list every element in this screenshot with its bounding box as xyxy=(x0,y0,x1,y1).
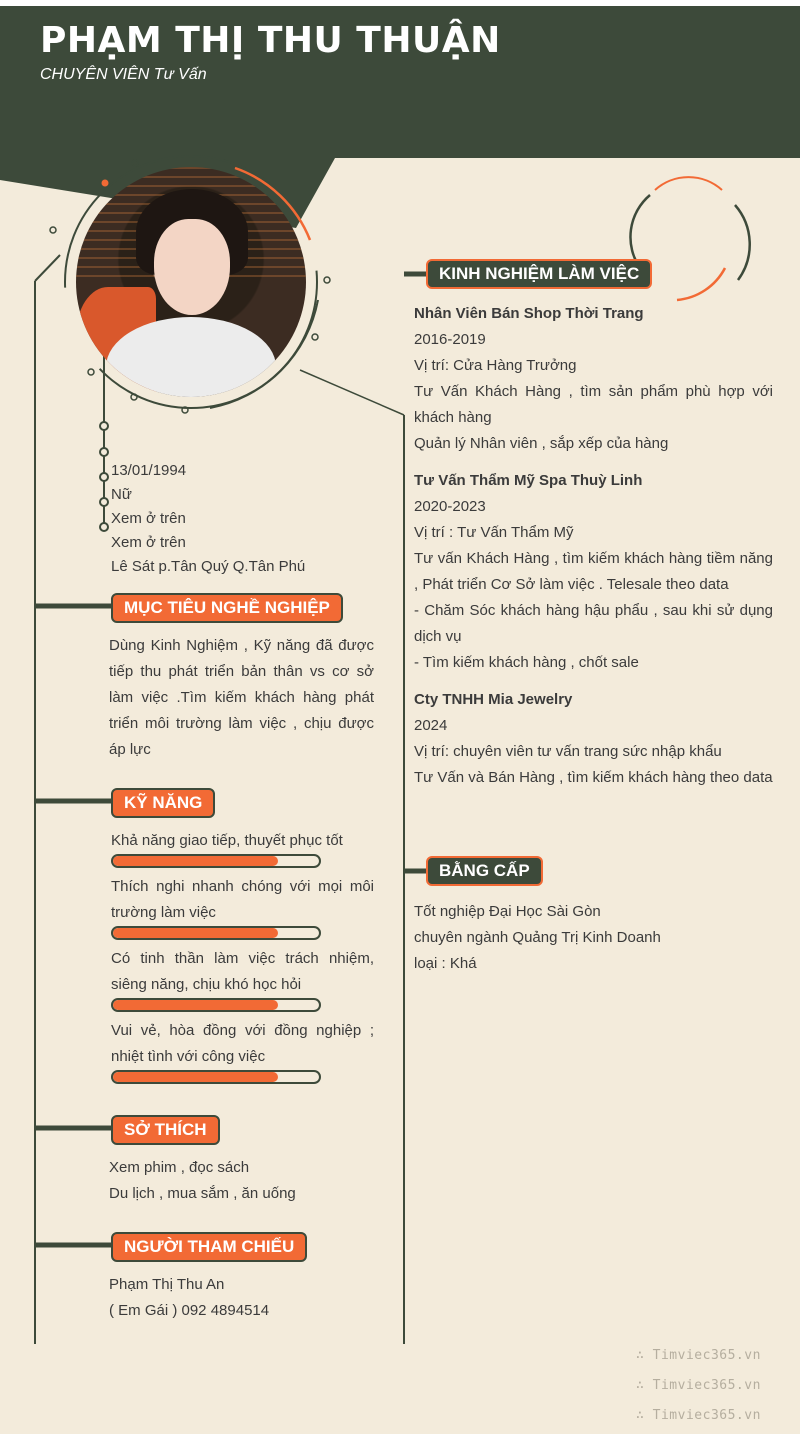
education-line: chuyên ngành Quảng Trị Kinh Doanh xyxy=(414,929,661,946)
job-detail: Vị trí: chuyên viên tư vấn trang sức nhập khẩu xyxy=(414,743,722,760)
job-detail: - Chăm Sóc khách hàng hậu phẩu , sau khi sử dụng dịch vụ xyxy=(414,602,773,645)
hobby-item: Xem phim , đọc sách xyxy=(109,1159,250,1176)
email: Xem ở trên xyxy=(111,534,186,551)
experience-item xyxy=(414,468,773,676)
company-name: Tư Vấn Thẩm Mỹ Spa Thuỳ Linh xyxy=(414,472,643,489)
job-detail: Vị trí: Cửa Hàng Trưởng xyxy=(414,357,577,374)
skill-bar xyxy=(111,926,321,940)
education-details xyxy=(414,899,773,977)
gender: Nữ xyxy=(111,486,132,503)
job-period: 2016-2019 xyxy=(414,331,486,348)
hobby-item: Du lịch , mua sắm , ăn uống xyxy=(109,1185,296,1202)
job-detail: Tư vấn Khách Hàng , tìm kiếm khách hàng tiềm năng , Phát triển Cơ Sở làm việc . Telesale theo data xyxy=(414,550,773,593)
birth-date: 13/01/1994 xyxy=(111,462,187,479)
experience-item xyxy=(414,687,773,791)
reference-name: Phạm Thị Thu An xyxy=(109,1276,225,1293)
experience-heading: KINH NGHIỆM LÀM VIỆC xyxy=(426,259,652,289)
skill-label: Thích nghi nhanh chóng với mọi môi trường làm việc xyxy=(111,878,374,921)
skill-label: Vui vẻ, hòa đồng với đồng nghiệp ; nhiệt tình với công việc xyxy=(111,1022,374,1065)
references-list xyxy=(109,1272,269,1324)
phone: Xem ở trên xyxy=(111,510,186,527)
skill-bar-fill xyxy=(113,928,278,938)
hobbies-list xyxy=(109,1155,296,1207)
reference-contact: ( Em Gái ) 092 4894514 xyxy=(109,1302,270,1319)
job-detail: Vị trí : Tư Vấn Thẩm Mỹ xyxy=(414,524,574,541)
watermark: ∴ Timviec365.vn xyxy=(636,1408,761,1423)
company-name: Cty TNHH Mia Jewelry xyxy=(414,691,573,708)
address: Lê Sát p.Tân Quý Q.Tân Phú xyxy=(111,558,306,575)
objective-heading: MỤC TIÊU NGHỀ NGHIỆP xyxy=(111,593,343,623)
company-name: Nhân Viên Bán Shop Thời Trang xyxy=(414,305,644,322)
job-period: 2024 xyxy=(414,717,448,734)
hobbies-heading: SỞ THÍCH xyxy=(111,1115,220,1145)
profile-photo xyxy=(76,167,306,397)
skill-bar xyxy=(111,1070,321,1084)
education-line: Tốt nghiệp Đại Học Sài Gòn xyxy=(414,903,601,920)
candidate-name: PHẠM THỊ THU THUẬN xyxy=(40,20,501,61)
skill-bar xyxy=(111,998,321,1012)
job-period: 2020-2023 xyxy=(414,498,486,515)
watermark: ∴ Timviec365.vn xyxy=(636,1348,761,1363)
skill-bar xyxy=(111,854,321,868)
job-detail: Quản lý Nhân viên , sắp xếp của hàng xyxy=(414,435,669,452)
experience-item xyxy=(414,301,773,457)
job-detail: Tư Vấn và Bán Hàng , tìm kiếm khách hàng theo data xyxy=(414,769,773,786)
education-heading: BẰNG CẤP xyxy=(426,856,543,886)
job-title: CHUYÊN VIÊN Tư Vấn xyxy=(40,66,207,83)
skill-bar-fill xyxy=(113,1072,278,1082)
education-line: loại : Khá xyxy=(414,955,477,972)
job-detail: Tư Vấn Khách Hàng , tìm sản phẩm phù hợp với khách hàng xyxy=(414,383,773,426)
skills-heading: KỸ NĂNG xyxy=(111,788,215,818)
watermark: ∴ Timviec365.vn xyxy=(636,1378,761,1393)
skill-label: Khả năng giao tiếp, thuyết phục tốt xyxy=(111,832,343,849)
objective-text: Dùng Kinh Nghiệm , Kỹ năng đã được tiếp thu phát triển bản thân vs cơ sở làm việc .Tìm kiếm khách hàng phát triển môi trường làm việc , chịu được áp lực xyxy=(109,637,374,758)
personal-info xyxy=(111,459,305,579)
skill-label: Có tinh thần làm việc trách nhiệm, siêng năng, chịu khó học hỏi xyxy=(111,950,374,993)
references-heading: NGƯỜI THAM CHIẾU xyxy=(111,1232,307,1262)
skill-bar-fill xyxy=(113,1000,278,1010)
skill-bar-fill xyxy=(113,856,278,866)
job-detail: - Tìm kiếm khách hàng , chốt sale xyxy=(414,654,639,671)
